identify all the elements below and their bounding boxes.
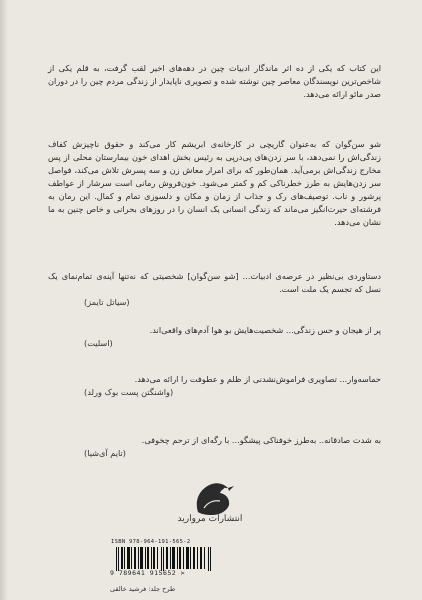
quote-source: (اسلیت)	[84, 338, 113, 348]
barcode-number: 9 789641 915652 >	[110, 569, 186, 577]
review-quote	[48, 434, 381, 460]
intro-paragraph: این کتاب که یکی از ده اثر ماندگار ادبیات چین در دهه‌های اخیر لقب گرفت، به قلم یکی از شاخص‌ترین نویسندگان معاصر چین نوشته شده و تصویری ناپایدار از زندگی مردم چین را در دوران صدر مائو ارائه می‌دهد.	[48, 63, 381, 99]
barcode	[116, 547, 212, 571]
cover-designer-credit: طرح جلد: فرشید خالقی	[110, 585, 176, 593]
summary-paragraph: شو سن‌گوان که به‌عنوان گاریچی در کارخانه‌ی ابریشم کار می‌کند و حقوق ناچیزش کفاف زندگی‌اش را نمی‌دهد، با سر زدن‌های پی‌درپی به رئیس بخش اهدای خون بیمارستان محلی از پس مخارج زندگی‌اش برمی‌آید. همان‌طور که برای امرار معاش زن و سه پسرش تلاش می‌کند، فواصل سر زدن‌هایش به طرز خطرناکی کم و کمتر می‌شود. خون‌فروش رمانی است سرشار از عواطف پرشور و ناب. توصیف‌های رک و جذاب از زمان و مکان و دلسوزی تمام و کمال. این رمان به فرشته‌ای حیرت‌انگیز می‌ماند که زندگی انسانی یک انسان را در روزهای بحرانی و خاص چنین به ما نشان می‌دهد.	[48, 139, 381, 227]
review-quote	[48, 373, 381, 399]
quote-text: دستاوردی بی‌نظیر در عرصه‌ی ادبیات... [شو سن‌گوان] شخصیتی که نه‌تنها آینه‌ی تمام‌نمای یک نسل که تجسم یک ملت است.	[48, 271, 381, 294]
quote-source: (سیاتل تایمز)	[84, 297, 130, 307]
quote-text: به شدت صادقانه.. به‌طرز خوفناکی پیشگو... با رگه‌ای از ترحم چخوفی.	[141, 435, 381, 445]
quote-source: (تایم آی‌شیا)	[84, 448, 127, 458]
isbn: ISBN 978-964-191-565-2	[111, 539, 191, 545]
quote-text: حماسه‌وار... تصاویری فراموش‌نشدنی از ظلم و عطوفت را ارائه می‌دهد.	[134, 374, 381, 384]
review-quote	[48, 324, 381, 350]
quote-source: (واشنگتن پست بوک ورلد)	[84, 387, 174, 397]
quote-text: پر از هیجان و حس زندگی... شخصیت‌هایش بو هوا آدم‌های واقعی‌اند.	[149, 325, 381, 335]
spine-shadow	[0, 0, 8, 600]
review-quote	[48, 270, 381, 309]
publisher-name: انتشارات مروارید	[177, 514, 243, 524]
